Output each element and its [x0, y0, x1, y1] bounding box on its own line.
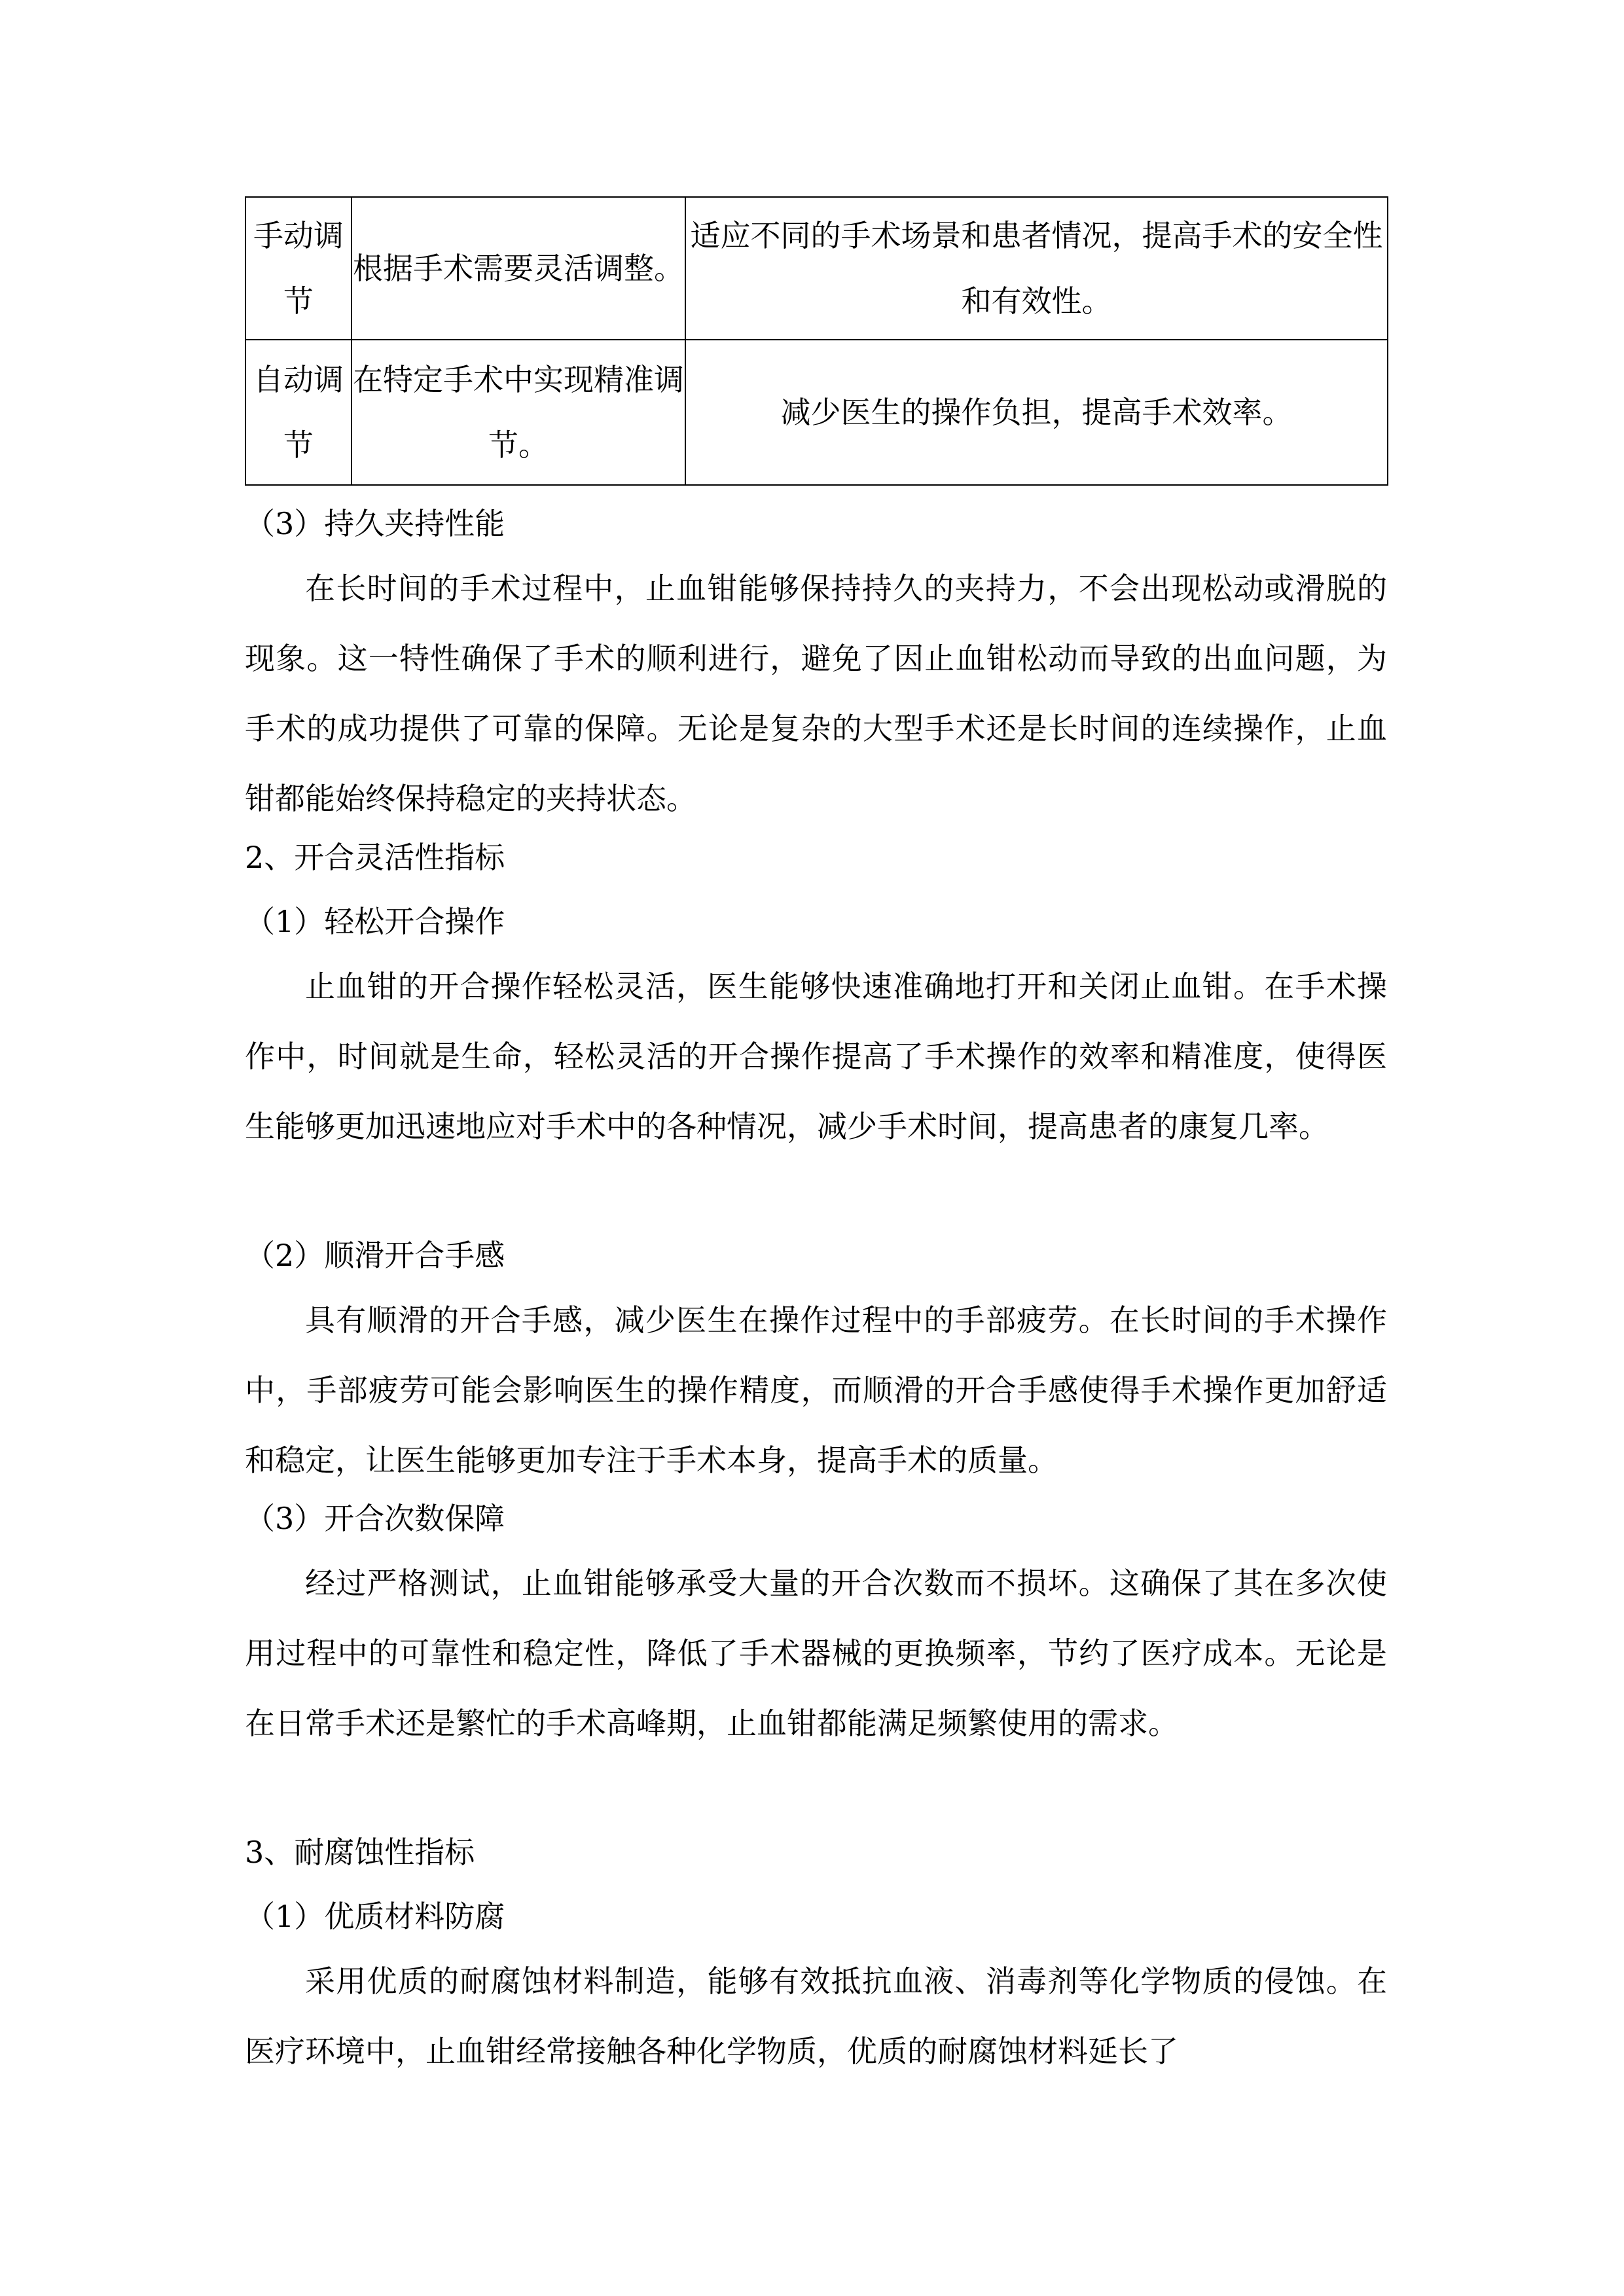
paragraph: 止血钳的开合操作轻松灵活，医生能够快速准确地打开和关闭止血钳。在手术操作中，时间就是生命，轻松灵活的开合操作提高了手术操作的效率和精准度，使得医生能够更加迅速地应对手术中的各种情况，减少手术时间，提高患者的康复几率。	[245, 969, 1387, 1144]
table-cell-method: 根据手术需要灵活调整。	[352, 197, 685, 340]
table-cell-mode: 自动调节	[245, 340, 352, 485]
subsection-heading: （3）开合次数保障	[245, 1501, 505, 1536]
adjustment-table	[245, 196, 1388, 486]
subsection-heading: （3）持久夹持性能	[245, 506, 505, 541]
section-heading: 3、耐腐蚀性指标	[245, 1835, 475, 1870]
paragraph: 采用优质的耐腐蚀材料制造，能够有效抵抗血液、消毒剂等化学物质的侵蚀。在医疗环境中，止血钳经常接触各种化学物质，优质的耐腐蚀材料延长了	[245, 1964, 1387, 2069]
table-row	[245, 197, 1388, 340]
table-cell-mode: 手动调节	[245, 197, 352, 340]
table-row	[245, 340, 1388, 485]
table-cell-effect: 减少医生的操作负担，提高手术效率。	[685, 340, 1388, 485]
section-heading: 2、开合灵活性指标	[245, 840, 505, 875]
table-cell-method: 在特定手术中实现精准调节。	[352, 340, 685, 485]
paragraph: 在长时间的手术过程中，止血钳能够保持持久的夹持力，不会出现松动或滑脱的现象。这一特性确保了手术的顺利进行，避免了因止血钳松动而导致的出血问题，为手术的成功提供了可靠的保障。无论是复杂的大型手术还是长时间的连续操作，止血钳都能始终保持稳定的夹持状态。	[245, 571, 1387, 816]
paragraph: 具有顺滑的开合手感，减少医生在操作过程中的手部疲劳。在长时间的手术操作中，手部疲劳可能会影响医生的操作精度，而顺滑的开合手感使得手术操作更加舒适和稳定，让医生能够更加专注于手术本身，提高手术的质量。	[245, 1302, 1387, 1478]
subsection-heading: （2）顺滑开合手感	[245, 1238, 505, 1273]
subsection-heading: （1）优质材料防腐	[245, 1899, 505, 1934]
paragraph: 经过严格测试，止血钳能够承受大量的开合次数而不损坏。这确保了其在多次使用过程中的可靠性和稳定性，降低了手术器械的更换频率，节约了医疗成本。无论是在日常手术还是繁忙的手术高峰期，止血钳都能满足频繁使用的需求。	[245, 1566, 1387, 1741]
table-cell-effect: 适应不同的手术场景和患者情况，提高手术的安全性和有效性。	[685, 197, 1388, 340]
subsection-heading: （1）轻松开合操作	[245, 904, 505, 939]
